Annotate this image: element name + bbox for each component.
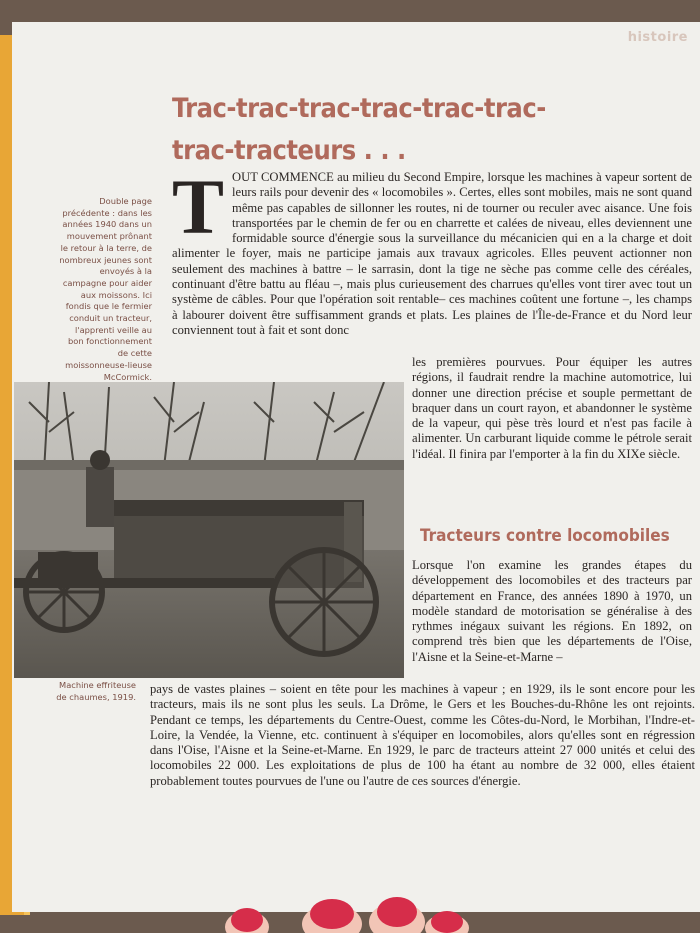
tractor-photo-image — [14, 382, 404, 678]
drop-cap: T — [172, 163, 225, 250]
paragraph-1-continued: les premières pourvues. Pour équiper les autres régions, il faudrait rendre la machine automotrice, lui donner une direction précise et souple permettant de braquer dans un court rayon, et abandonner le système de la vapeur, qui pèse très lourd et n'est pas facile à alimenter. Un carburant liquide comme le pétrole serait l'idéal. Il finira par l'emporter à la fin du XIXe siècle. — [412, 355, 692, 461]
section-subheading: Tracteurs contre locomobiles — [420, 526, 670, 546]
paragraph-2-column: Lorsque l'on examine les grandes étapes du développement des locomobiles et des tracteurs par département en France, des années 1890 à 1970, un modèle standard de motorisation se généralise à des rythmes inégaux suivant les régions. En 1892, on comprend très bien que les départements de l'Oise, l'Aisne et la Seine-et-Marne – — [412, 558, 692, 664]
paragraph-1 — [172, 163, 692, 338]
article-intro — [172, 163, 692, 338]
paragraph-2-bottom: pays de vastes plaines – soient en tête pour les machines à vapeur ; en 1929, ils le sont encore pour les tracteurs, mais ils ne sont plus les seuls. La Drôme, le Gers et les Bouches-du-Rhône les ont rejoints. Pendant ce temps, les départements du Centre-Ouest, comme les Côtes-du-Nord, le Morbihan, l'Indre-et-Loire, la Vendée, la Vienne, etc. continuent à s'équiper en locomobiles, alors qu'elles sont en régression dans l'Oise, l'Aisne et la Seine-et-Marne. En 1929, le parc de tracteurs atteint 27 000 unités et celui des locomobiles 22 000. Les exploitations de plus de 100 ha étant au nombre de 32 000, elles étaient probablement toutes pourvues de l'une ou l'autre de ces sources d'énergie. — [150, 682, 695, 788]
right-column — [412, 355, 692, 462]
paragraph-1-text: au milieu du Second Empire, lorsque les machines à vapeur sortent de leurs rails pour devenir des « locomobiles ». Certes, elles sont mobiles, mais ne sont quand même pas capables de sillonner les routes, ni de tourner ou reculer avec aisance. Une fois transportées par le chemin de fer ou en charrette et calées de niveau, elles deviennent une formidable source d'énergie sous la surveillance du mécanicien qui en a la charge et doit alimenter le foyer, mais ne participe jamais aux travaux agricoles. Elles peuvent actionner non seulement des machines à battre – le sarrasin, dont la tige ne sèche pas comme celle des céréales, continuant d'être battu au fléau –, mais plus curieusement des charrues qu'elles vont tirer avec tout un système de câbles. Pour que l'opération soit rentable– ces machines coûtent une fortune –, les champs à labourer doivent être suffisamment grands et plats. Les plaines de l'Île-de-France et du Nord leur conviennent tout à fait et sont donc — [172, 170, 692, 337]
photo-caption: Machine effriteuse de chaumes, 1919. — [56, 680, 136, 702]
section-tag: histoire — [627, 30, 688, 45]
right-column-2 — [412, 558, 692, 665]
tractor-photo — [14, 382, 404, 678]
bottom-column — [150, 682, 695, 789]
fingertips-photo — [222, 892, 472, 933]
side-caption: Double page précédente : dans les années 1940 dans un mouvement prônant le retour à la terre, de nombreux jeunes sont envoyés à la campagne pour aider aux moissons. Ici fondis que le fermier conduit un tracteur, l'apprenti veille au bon fonctionnement de cette moissonneuse-lieuse McCormick. — [59, 196, 152, 382]
lead-in: OUT COMMENCE — [232, 170, 334, 184]
article-title: Trac-trac-trac-trac-trac-trac-trac-tracteurs . . . — [172, 93, 546, 166]
